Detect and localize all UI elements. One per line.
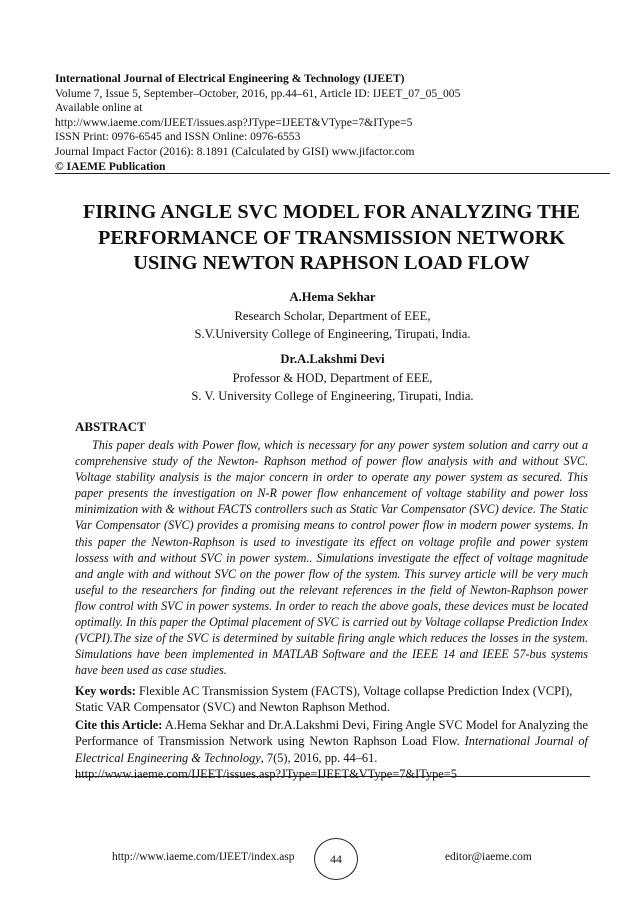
author-name: Dr.A.Lakshmi Devi: [280, 352, 385, 366]
author-affiliation: Professor & HOD, Department of EEE,: [232, 370, 433, 385]
citation-journal: International Journal of Electrical Engineering & Technology: [75, 734, 588, 765]
copyright-line: © IAEME Publication: [55, 159, 166, 173]
issn-line: ISSN Print: 0976-6545 and ISSN Online: 0976-6553: [55, 130, 301, 144]
keywords-text: Flexible AC Transmission System (FACTS), Voltage collapse Prediction Index (VCPI), Static VAR Compensator (SVC) and Newton Raphson Method.: [75, 684, 573, 715]
citation-label: Cite this Article:: [75, 718, 163, 732]
citation-paragraph: [75, 717, 588, 783]
journal-header: [55, 72, 610, 174]
header-divider: [55, 173, 610, 174]
author-affiliation: S. V. University College of Engineering, Tirupati, India.: [191, 389, 474, 403]
citation-url[interactable]: http://www.iaeme.com/IJEET/issues.asp?JType=IJEET&VType=7&IType=5: [75, 767, 457, 782]
citation-text: A.Hema Sekhar and Dr.A.Lakshmi Devi, Firing Angle SVC Model for Analyzing the Performance of Transmission Network using Newton Raphson Load Flow.: [75, 718, 588, 749]
author-block-1: [55, 288, 610, 344]
title-line: FIRING ANGLE SVC MODEL FOR ANALYZING THE: [83, 201, 580, 223]
journal-name: International Journal of Electrical Engineering & Technology (IJEET): [55, 72, 405, 85]
footer-url[interactable]: http://www.iaeme.com/IJEET/index.asp: [112, 851, 295, 863]
page-number-circle: [314, 838, 358, 880]
available-label: Available online at: [55, 101, 143, 115]
keywords-paragraph: [75, 683, 588, 715]
citation-details: , 7(5), 2016, pp. 44–61.: [260, 750, 378, 765]
author-block-2: [55, 350, 610, 406]
volume-line: Volume 7, Issue 5, September–October, 2016, pp.44–61, Article ID: IJEET_07_05_005: [55, 86, 461, 100]
citation-divider: [75, 776, 590, 777]
keywords-label: Key words:: [75, 684, 136, 698]
available-url[interactable]: http://www.iaeme.com/IJEET/issues.asp?JType=IJEET&VType=7&IType=5: [55, 115, 413, 129]
impact-factor-line: Journal Impact Factor (2016): 8.1891 (Calculated by GISI) www.jifactor.com: [55, 144, 415, 158]
page-number: 44: [330, 851, 342, 866]
author-affiliation: Research Scholar, Department of EEE,: [234, 308, 431, 323]
author-name: A.Hema Sekhar: [289, 290, 376, 304]
author-affiliation: S.V.University College of Engineering, Tirupati, India.: [194, 327, 471, 341]
title-line: PERFORMANCE OF TRANSMISSION NETWORK: [97, 226, 566, 249]
abstract-text: This paper deals with Power flow, which is necessary for any power system solution and carry out a comprehensive study of the Newton- Raphson method of power flow analysis with and without SVC. Voltage stability analysis is the major concern in order to operate any power system as secured. This paper presents the investigation on N-R power flow enhancement of voltage stability and power loss minimization with & without FACTS controllers such as Static Var Compensator (SVC) device. The Static Var Compensator (SVC) provides a promising means to control power flow in modern power systems. In this paper the Newton-Raphson is used to investigate its effect on voltage profile and power system lossess with and without SVC in power system.. Simulations investigate the effect of voltage magnitude and angle with and without SVC on the power flow of the system. This survey article will be very much useful to the researchers for finding out the relevant references in the field of Newton-Raphson power flow control with SVC in power systems. In order to reach the above goals, these devices must be located optimally. In this paper the Optimal placement of SVC is carried out by Voltage collapse Prediction Index (VCPI).The size of the SVC is determined by suitable firing angle which reduces the losses in the system. Simulations have been implemented in MATLAB Software and the IEEE 14 and IEEE 57-bus systems have been used as case studies.: [75, 438, 588, 678]
footer-email[interactable]: editor@iaeme.com: [445, 851, 532, 863]
abstract-heading: ABSTRACT: [75, 419, 146, 434]
title-line: USING NEWTON RAPHSON LOAD FLOW: [133, 252, 530, 275]
paper-title: [40, 200, 623, 277]
